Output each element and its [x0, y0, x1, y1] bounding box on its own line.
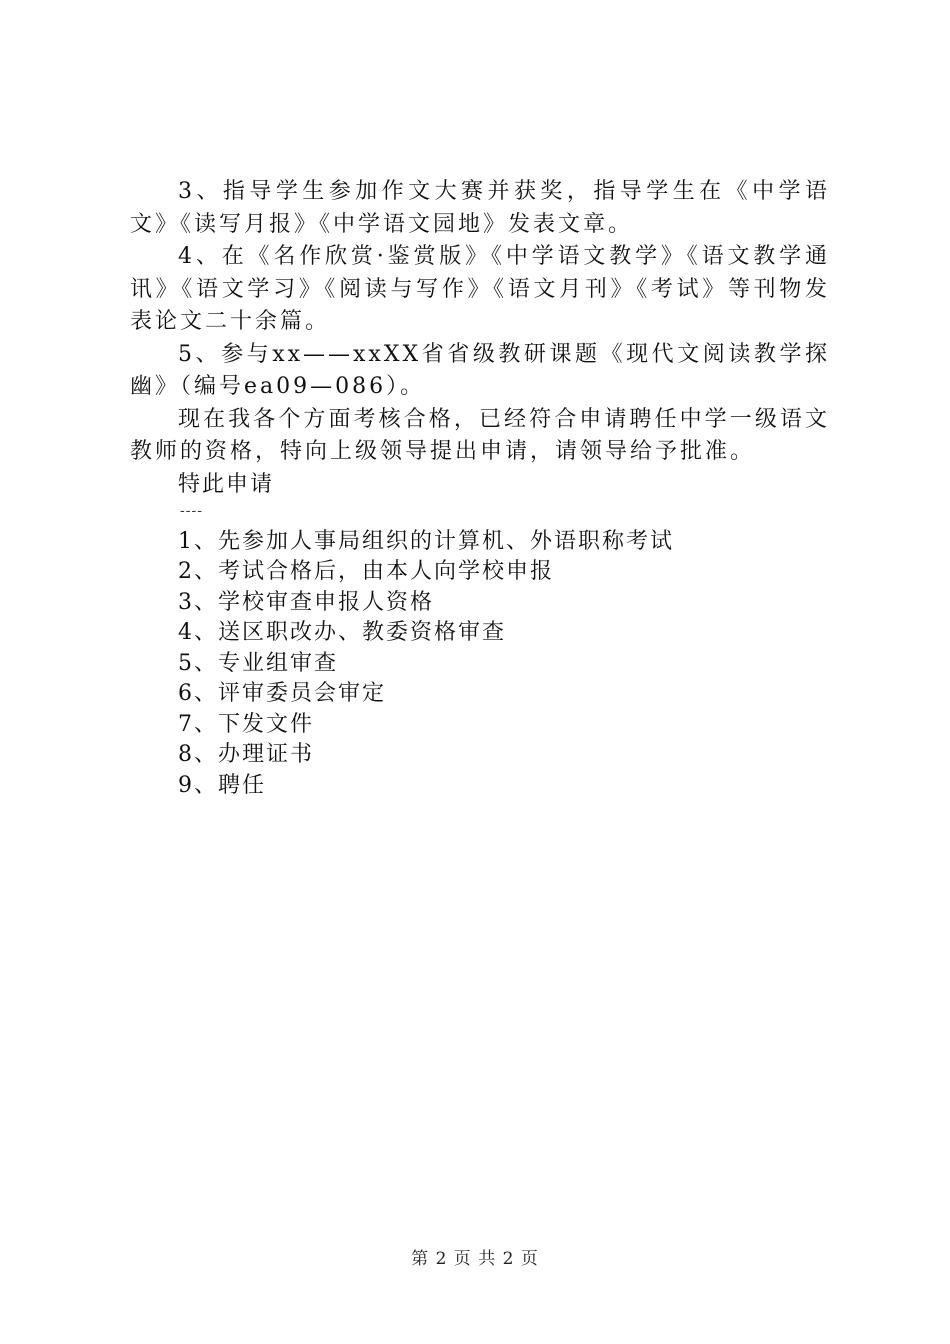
document-body: [130, 176, 830, 801]
list-item: 6、评审委员会审定: [178, 681, 386, 706]
list-item: 3、学校审查申报人资格: [178, 589, 434, 615]
page-number: 第 2 页 共 2 页: [411, 1249, 539, 1269]
list-item: 4、送区职改办、教委资格审查: [178, 620, 506, 645]
list-item: 1、先参加人事局组织的计算机、外语职称考试: [178, 528, 674, 554]
paragraph-research: 5、参与xx——xxXX省省级教研课题《现代文阅读教学探幽》（编号ea09—086）。: [130, 341, 830, 399]
list-item: 7、下发文件: [178, 711, 314, 737]
list-item: 2、考试合格后，由本人向学校申报: [178, 559, 554, 584]
closing-text: 特此申请: [178, 471, 275, 497]
list-item: 9、聘任: [178, 772, 266, 798]
paragraph-application: 现在我各个方面考核合格，已经符合申请聘任中学一级语文教师的资格，特向上级领导提出申请，请领导给予批准。: [130, 406, 830, 464]
paragraph-publications: 4、在《名作欣赏·鉴赏版》《中学语文教学》《语文教学通讯》《语文学习》《阅读与写作》《语文月刊》《考试》等刊物发表论文二十余篇。: [130, 244, 830, 334]
list-item: 5、专业组审查: [178, 650, 338, 676]
list-item: 8、办理证书: [178, 742, 314, 767]
procedure-list: [130, 527, 830, 802]
paragraph-awards: 3、指导学生参加作文大赛并获奖，指导学生在《中学语文》《读写月报》《中学语文园地》发表文章。: [130, 179, 830, 237]
separator: ----: [180, 502, 203, 519]
